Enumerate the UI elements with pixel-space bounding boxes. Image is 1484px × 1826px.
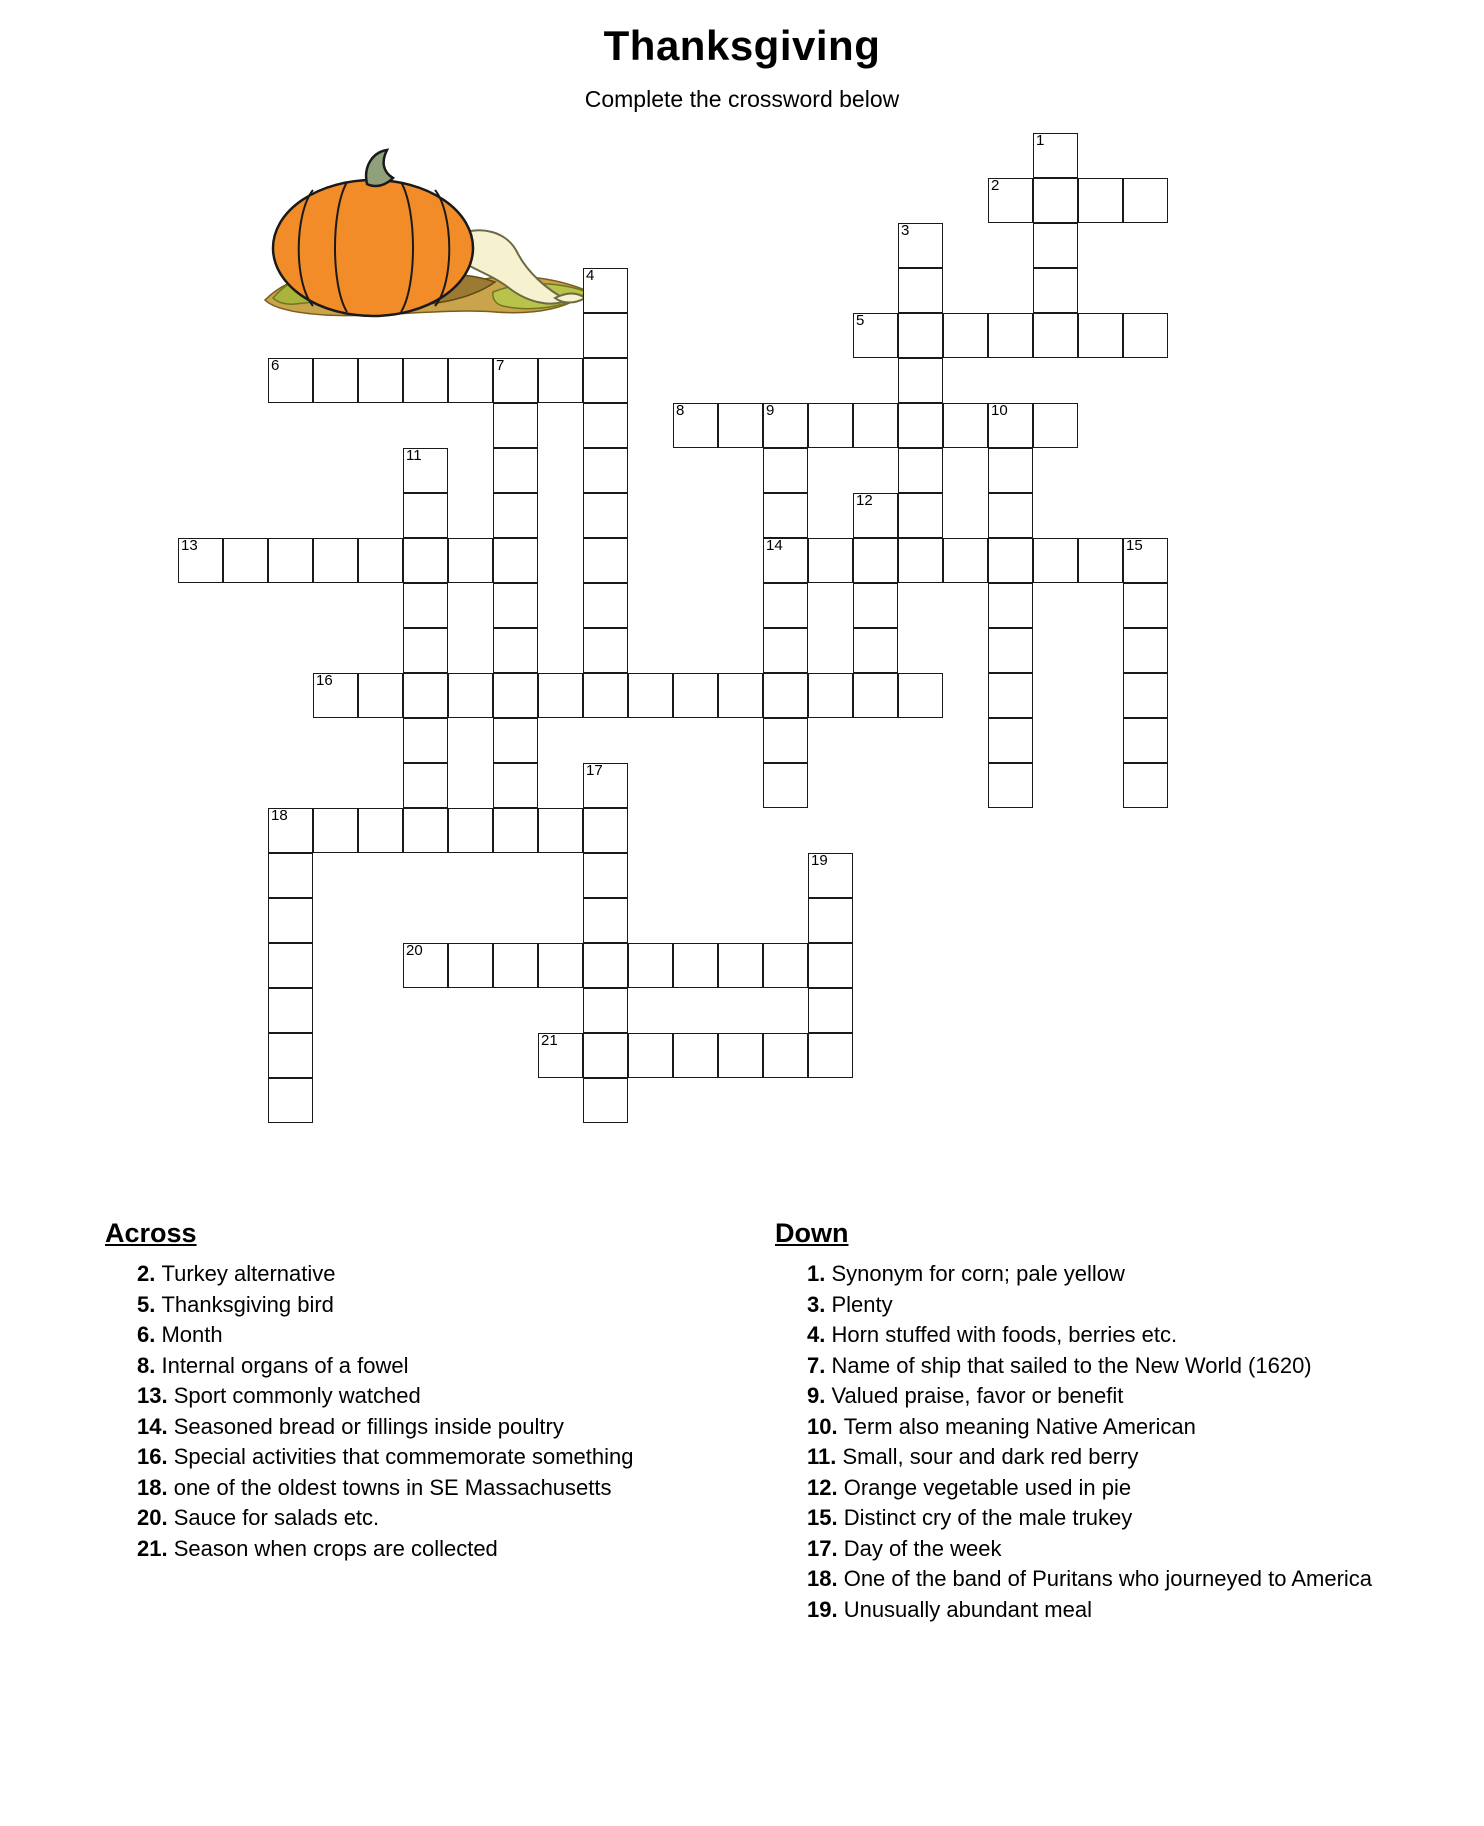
grid-cell[interactable] [538, 358, 583, 403]
clue-text: Day of the week [843, 1535, 1002, 1561]
clue-item [105, 1442, 705, 1473]
grid-cell[interactable] [898, 313, 943, 358]
grid-cell-numbered-18[interactable] [268, 808, 313, 853]
clue-item [775, 1473, 1425, 1504]
grid-cell[interactable] [268, 898, 313, 943]
grid-cell[interactable] [628, 673, 673, 718]
clue-text: Orange vegetable used in pie [843, 1474, 1132, 1500]
grid-cell[interactable] [898, 493, 943, 538]
grid-cell[interactable] [493, 943, 538, 988]
clue-text: Horn stuffed with foods, berries etc. [831, 1322, 1178, 1347]
clue-text: Unusually abundant meal [843, 1596, 1092, 1622]
grid-cell[interactable] [493, 403, 538, 448]
grid-cell[interactable] [493, 718, 538, 763]
grid-cell[interactable] [853, 583, 898, 628]
grid-cell[interactable] [313, 808, 358, 853]
grid-cell[interactable] [268, 853, 313, 898]
cell-number: 9 [766, 402, 775, 419]
cell-number: 18 [271, 807, 288, 824]
page-title: Thanksgiving [603, 22, 881, 69]
grid-cell[interactable] [988, 313, 1033, 358]
grid-cell[interactable] [763, 673, 808, 718]
grid-cell[interactable] [1033, 223, 1078, 268]
clue-number: 4. [807, 1322, 832, 1347]
grid-cell[interactable] [538, 943, 583, 988]
clue-item [775, 1412, 1425, 1443]
grid-cell[interactable] [583, 943, 628, 988]
grid-cell[interactable] [853, 403, 898, 448]
clue-text: one of the oldest towns in SE Massachusetts [173, 1474, 612, 1500]
grid-cell[interactable] [223, 538, 268, 583]
grid-cell[interactable] [403, 493, 448, 538]
grid-cell[interactable] [943, 313, 988, 358]
grid-cell[interactable] [1123, 718, 1168, 763]
clues-section [0, 1218, 1484, 1638]
page-subtitle: Complete the crossword below [584, 86, 900, 112]
cell-number: 3 [901, 222, 910, 239]
grid-cell[interactable] [988, 628, 1033, 673]
clue-number: 12. [807, 1474, 844, 1500]
grid-cell[interactable] [808, 673, 853, 718]
grid-cell[interactable] [988, 448, 1033, 493]
grid-cell[interactable] [898, 448, 943, 493]
cell-number: 19 [811, 852, 828, 869]
grid-cell-numbered-19[interactable] [808, 853, 853, 898]
grid-cell[interactable] [1123, 583, 1168, 628]
grid-cell-numbered-15[interactable] [1123, 538, 1168, 583]
grid-cell-numbered-9[interactable] [763, 403, 808, 448]
grid-cell[interactable] [268, 1033, 313, 1078]
clue-text: Special activities that commemorate something [173, 1444, 634, 1469]
grid-cell[interactable] [493, 538, 538, 583]
grid-cell[interactable] [583, 358, 628, 403]
grid-cell[interactable] [448, 358, 493, 403]
clue-text: Valued praise, favor or benefit [831, 1383, 1124, 1408]
clue-item [775, 1290, 1425, 1321]
clue-text: Internal organs of a fowel [161, 1352, 409, 1378]
grid-cell[interactable] [1123, 628, 1168, 673]
grid-cell[interactable] [943, 538, 988, 583]
cell-number: 20 [406, 942, 423, 959]
clue-text: Sauce for salads etc. [173, 1505, 380, 1530]
cell-number: 16 [316, 672, 333, 689]
clue-item [105, 1259, 705, 1290]
grid-cell[interactable] [718, 673, 763, 718]
grid-cell[interactable] [448, 943, 493, 988]
grid-cell[interactable] [403, 718, 448, 763]
cell-number: 4 [586, 267, 595, 284]
grid-cell-numbered-5[interactable] [853, 313, 898, 358]
grid-cell[interactable] [448, 808, 493, 853]
down-clues [775, 1218, 1425, 1625]
grid-cell[interactable] [403, 763, 448, 808]
grid-cell[interactable] [898, 538, 943, 583]
grid-cell[interactable] [718, 1033, 763, 1078]
cell-number: 17 [586, 762, 603, 779]
grid-cell[interactable] [1033, 403, 1078, 448]
grid-cell[interactable] [988, 493, 1033, 538]
down-heading: Down [775, 1218, 849, 1248]
grid-cell-numbered-21[interactable] [538, 1033, 583, 1078]
grid-cell[interactable] [583, 673, 628, 718]
grid-cell[interactable] [988, 718, 1033, 763]
clue-text: Small, sour and dark red berry [842, 1444, 1139, 1469]
grid-cell[interactable] [988, 763, 1033, 808]
grid-cell[interactable] [493, 628, 538, 673]
grid-cell[interactable] [763, 583, 808, 628]
grid-cell[interactable] [1123, 673, 1168, 718]
grid-cell[interactable] [718, 403, 763, 448]
grid-cell-numbered-17[interactable] [583, 763, 628, 808]
cell-number: 10 [991, 402, 1008, 419]
grid-cell[interactable] [763, 763, 808, 808]
clue-item [105, 1351, 705, 1382]
clue-item [775, 1351, 1425, 1382]
grid-cell[interactable] [493, 493, 538, 538]
grid-cell-numbered-6[interactable] [268, 358, 313, 403]
clue-number: 6. [137, 1322, 162, 1347]
grid-cell[interactable] [808, 1033, 853, 1078]
cell-number: 8 [676, 402, 685, 419]
clue-number: 2. [137, 1261, 162, 1286]
clue-text: Turkey alternative [161, 1261, 336, 1286]
grid-cell-numbered-16[interactable] [313, 673, 358, 718]
grid-cell[interactable] [898, 268, 943, 313]
grid-cell[interactable] [358, 808, 403, 853]
clue-number: 5. [137, 1291, 162, 1317]
grid-cell[interactable] [403, 538, 448, 583]
grid-cell[interactable] [493, 583, 538, 628]
grid-cell[interactable] [673, 673, 718, 718]
grid-cell[interactable] [1033, 178, 1078, 223]
grid-cell[interactable] [898, 403, 943, 448]
grid-cell[interactable] [403, 628, 448, 673]
grid-cell[interactable] [763, 943, 808, 988]
clue-number: 21. [137, 1535, 174, 1561]
clue-item [775, 1320, 1425, 1351]
grid-cell[interactable] [673, 943, 718, 988]
cell-number: 7 [496, 357, 505, 374]
grid-cell[interactable] [1078, 538, 1123, 583]
clue-number: 8. [137, 1352, 162, 1378]
grid-cell[interactable] [583, 493, 628, 538]
clue-text: Term also meaning Native American [843, 1413, 1196, 1439]
clue-item [775, 1381, 1425, 1412]
grid-cell[interactable] [583, 313, 628, 358]
clue-number: 9. [807, 1383, 832, 1408]
clue-number: 13. [137, 1383, 174, 1408]
cell-number: 1 [1036, 132, 1045, 149]
clue-item [105, 1320, 705, 1351]
grid-cell[interactable] [583, 988, 628, 1033]
grid-cell[interactable] [808, 403, 853, 448]
cell-number: 5 [856, 312, 865, 329]
grid-cell-numbered-7[interactable] [493, 358, 538, 403]
clue-text: Distinct cry of the male trukey [843, 1505, 1133, 1530]
grid-cell[interactable] [943, 403, 988, 448]
grid-cell[interactable] [1078, 178, 1123, 223]
clue-text: Month [161, 1322, 223, 1347]
grid-cell[interactable] [538, 808, 583, 853]
grid-cell[interactable] [763, 1033, 808, 1078]
grid-cell[interactable] [763, 718, 808, 763]
cell-number: 14 [766, 537, 783, 554]
grid-cell[interactable] [403, 358, 448, 403]
grid-cell[interactable] [358, 358, 403, 403]
clue-text: Sport commonly watched [173, 1383, 421, 1408]
grid-cell[interactable] [493, 448, 538, 493]
grid-cell[interactable] [808, 898, 853, 943]
grid-cell[interactable] [583, 448, 628, 493]
clue-item [105, 1473, 705, 1504]
clue-number: 19. [807, 1596, 844, 1622]
grid-cell-numbered-2[interactable] [988, 178, 1033, 223]
grid-cell[interactable] [583, 628, 628, 673]
across-clue-list [105, 1259, 705, 1564]
grid-cell[interactable] [493, 763, 538, 808]
clue-item [105, 1503, 705, 1534]
grid-cell[interactable] [808, 988, 853, 1033]
grid-cell[interactable] [1033, 313, 1078, 358]
grid-cell[interactable] [763, 628, 808, 673]
grid-cell-numbered-1[interactable] [1033, 133, 1078, 178]
grid-cell[interactable] [358, 673, 403, 718]
clue-text: Name of ship that sailed to the New World (1620) [831, 1352, 1312, 1378]
grid-cell-numbered-13[interactable] [178, 538, 223, 583]
grid-cell[interactable] [898, 673, 943, 718]
grid-cell-numbered-4[interactable] [583, 268, 628, 313]
clue-number: 3. [807, 1291, 832, 1317]
clue-text: Synonym for corn; pale yellow [831, 1261, 1125, 1286]
grid-cell-numbered-14[interactable] [763, 538, 808, 583]
clue-item [105, 1412, 705, 1443]
grid-cell[interactable] [628, 1033, 673, 1078]
clue-item [105, 1290, 705, 1321]
grid-cell[interactable] [583, 538, 628, 583]
cell-number: 13 [181, 537, 198, 554]
grid-cell[interactable] [583, 898, 628, 943]
grid-cell[interactable] [448, 538, 493, 583]
grid-cell[interactable] [988, 538, 1033, 583]
clue-item [775, 1503, 1425, 1534]
grid-cell[interactable] [448, 673, 493, 718]
clue-number: 7. [807, 1352, 832, 1378]
grid-cell[interactable] [583, 403, 628, 448]
across-heading: Across [105, 1218, 197, 1248]
grid-cell[interactable] [1123, 313, 1168, 358]
grid-cell[interactable] [853, 628, 898, 673]
grid-cell[interactable] [853, 538, 898, 583]
grid-cell[interactable] [673, 1033, 718, 1078]
grid-cell-numbered-3[interactable] [898, 223, 943, 268]
clue-number: 11. [807, 1444, 843, 1469]
grid-cell[interactable] [493, 673, 538, 718]
cell-number: 15 [1126, 537, 1143, 554]
grid-cell[interactable] [313, 538, 358, 583]
clue-text: Plenty [831, 1291, 893, 1317]
grid-cell[interactable] [403, 583, 448, 628]
grid-cell[interactable] [268, 538, 313, 583]
clue-number: 17. [807, 1535, 844, 1561]
grid-cell[interactable] [583, 583, 628, 628]
grid-cell[interactable] [403, 673, 448, 718]
clue-number: 20. [137, 1505, 174, 1530]
grid-cell-numbered-12[interactable] [853, 493, 898, 538]
grid-cell-numbered-11[interactable] [403, 448, 448, 493]
clue-item [775, 1442, 1425, 1473]
grid-cell[interactable] [763, 448, 808, 493]
grid-cell-numbered-8[interactable] [673, 403, 718, 448]
grid-cell[interactable] [583, 1033, 628, 1078]
grid-cell[interactable] [403, 808, 448, 853]
grid-cell[interactable] [538, 673, 583, 718]
grid-cell[interactable] [268, 943, 313, 988]
cell-number: 11 [406, 447, 422, 464]
grid-cell[interactable] [493, 808, 538, 853]
grid-cell[interactable] [628, 943, 673, 988]
clue-number: 10. [807, 1413, 844, 1439]
grid-cell[interactable] [1033, 268, 1078, 313]
clue-number: 15. [807, 1505, 844, 1530]
grid-cell[interactable] [1123, 763, 1168, 808]
grid-cell[interactable] [1078, 313, 1123, 358]
clue-item [105, 1381, 705, 1412]
grid-cell[interactable] [898, 358, 943, 403]
grid-cell[interactable] [763, 493, 808, 538]
grid-cell[interactable] [583, 1078, 628, 1123]
grid-cell[interactable] [358, 538, 403, 583]
clue-text: Seasoned bread or fillings inside poultry [173, 1413, 564, 1439]
grid-cell-numbered-20[interactable] [403, 943, 448, 988]
grid-cell[interactable] [583, 853, 628, 898]
clue-number: 18. [137, 1474, 174, 1500]
grid-cell[interactable] [808, 538, 853, 583]
clue-item [775, 1595, 1425, 1626]
clue-text: Season when crops are collected [173, 1535, 498, 1561]
clue-number: 16. [137, 1444, 174, 1469]
grid-cell[interactable] [268, 1078, 313, 1123]
clue-text: Thanksgiving bird [161, 1291, 334, 1317]
grid-cell[interactable] [808, 943, 853, 988]
grid-cell[interactable] [1123, 178, 1168, 223]
grid-cell[interactable] [718, 943, 763, 988]
cell-number: 21 [541, 1032, 558, 1049]
across-clues [105, 1218, 705, 1564]
grid-cell[interactable] [1033, 538, 1078, 583]
down-clue-list [775, 1259, 1425, 1625]
clue-number: 14. [137, 1413, 174, 1439]
cell-number: 12 [856, 492, 873, 509]
clue-text: One of the band of Puritans who journeyed to America [843, 1566, 1373, 1591]
grid-cell[interactable] [988, 673, 1033, 718]
clue-item [775, 1259, 1425, 1290]
clue-item [105, 1534, 705, 1565]
grid-cell[interactable] [853, 673, 898, 718]
grid-cell[interactable] [988, 583, 1033, 628]
cell-number: 2 [991, 177, 1000, 194]
grid-cell-numbered-10[interactable] [988, 403, 1033, 448]
clue-item [775, 1534, 1425, 1565]
grid-cell[interactable] [268, 988, 313, 1033]
clue-item [775, 1564, 1425, 1595]
clue-number: 1. [807, 1261, 832, 1286]
clue-number: 18. [807, 1566, 844, 1591]
grid-cell[interactable] [313, 358, 358, 403]
cell-number: 6 [271, 357, 280, 374]
grid-cell[interactable] [583, 808, 628, 853]
